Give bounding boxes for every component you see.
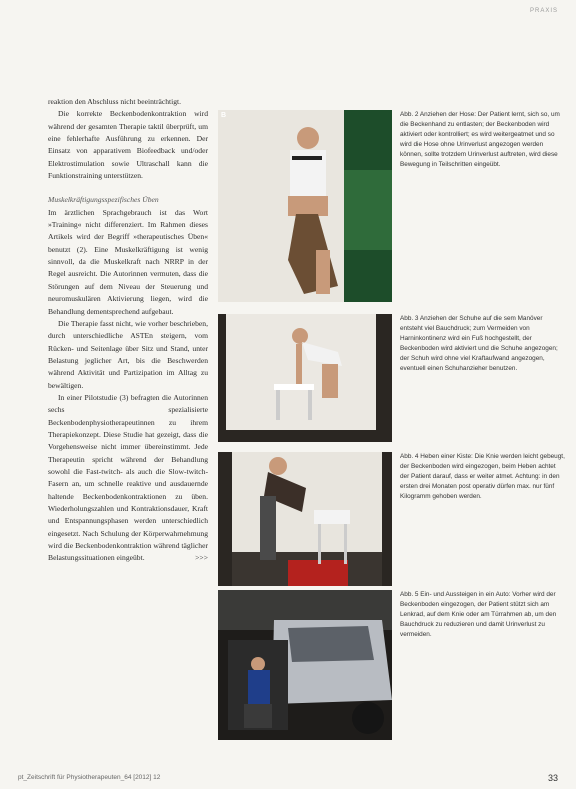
figure-2-caption: Abb. 2 Anziehen der Hose: Der Patient lernt, sich so, um die Beckenhand zu entlasten; der Beckenboden wird aktiviert oder kontrolliert; es wird weitergeatmet und so wird die Hose ohne Urinverlust angezogen werden können, sollte trotzdem Urinverlust auftreten, wird diese Bewegung in Teilschritten eingeübt. (400, 111, 560, 168)
paragraph-1: reaktion den Abschluss nicht beeinträchtigt. (48, 97, 182, 106)
paragraph-5 (48, 392, 208, 565)
figure-2-label: B (221, 112, 227, 119)
figure-3-caption: Abb. 3 Anziehen der Schuhe auf die sem Manöver entsteht viel Bauchdruck; zum Vermeiden von Harninkontinenz wird ein Fuß hochgestellt, der Beckenboden wird aktiviert und die Schuhe angezogen; der Schuh wird ohne viel Kraftaufwand angezogen, eventuell einen Schuhanzieher benutzen. (400, 315, 558, 372)
paragraph-4: Die Therapie fasst nicht, wie vorher beschrieben, durch unterschiedliche ASTEn steigern, vom Rücken- und Seitenlage über Sitz und Stand, unter Belastung jeglicher Art, bis die Beschwerden während Aktivität und Partizipation im Alltag zu bewältigen. (48, 318, 208, 390)
paragraph-2: Die korrekte Beckenbodenkontraktion wird während der gesamten Therapie taktil überprüft, um eine fehlerhafte Ausführung zu erkennen. Der Einsatz von apparativem Biofeedback und/oder Elektrostimulation sowie Ultraschall kann die Funktionstraining unterstützen. (48, 109, 208, 181)
section-subhead: Muskelkräftigungsspezifisches Üben (48, 195, 159, 205)
paragraph-3: Im ärztlichen Sprachgebrauch ist das Wort »Training« nicht differenziert. Im Rahmen dieses Artikels wird der Begriff »therapeutisches Üben« benutzt (2). Eine Muskelkräftigung ist wenig sinnvoll, da die Muskelkraft nach NRRP in der Regel ausreicht. Die Autorinnen vermuten, dass die Störungen auf dem Niveau der Steuerung und neuromuskulären Aktivierung liegen, wird die Behandlung dementsprechend aufgebaut. (48, 207, 208, 316)
figure-4-caption: Abb. 4 Heben einer Kiste: Die Knie werden leicht gebeugt, der Beckenboden wird eingezogen, beim Heben achtet der Patient darauf, dass er weiter atmet. Achtung: in den ersten drei Monaten post operativ dürfen max. nur fünf Kilogramm gehoben werden. (400, 453, 565, 500)
figure-2-photo (218, 110, 392, 302)
figure-5-caption: Abb. 5 Ein- und Aussteigen in ein Auto: Vorher wird der Beckenboden eingezogen, der Patient stützt sich am Lenkrad, auf dem Knie oder am Türrahmen ab, um den Bauchdruck zu reduzieren und damit Urinverlust zu vermeiden. (400, 591, 557, 638)
figure-3-photo (218, 314, 392, 442)
paragraph-5-text: In einer Pilotstudie (3) befragten die Autorinnen sechs spezialisierte Beckenbodenphysiotherapeutinnen zu ihrem Therapiekonzept. Diese Studie hat gezeigt, dass die Vorgehensweise nicht immer übereinstimmt. Jede Therapeutin spricht während der Behandlung sowohl die Fast-twitch- als auch die Slow-twitch-Fasern an, um schnelle reaktive und ausdauernde haltende Beckenbodenkontraktionen zu üben. Wiederholungszahlen und Kontraktionsdauer, Kraft und Entspannungsphasen werden unterschiedlich eingesetzt. Nach Schulung der Körperwahrnehmung wird die Beckenbodenkontraktion während täglicher Belastungssituationen eingeübt. (48, 392, 208, 563)
journal-footer: pt_Zeitschrift für Physiotherapeuten_64 [2012] 12 (18, 774, 161, 781)
page-number: 33 (547, 773, 558, 783)
body-column (48, 96, 208, 565)
continue-arrow: >>> (195, 553, 208, 563)
running-head: PRAXIS (529, 8, 558, 14)
figure-4-photo (218, 452, 392, 586)
figure-5-photo (218, 590, 392, 740)
